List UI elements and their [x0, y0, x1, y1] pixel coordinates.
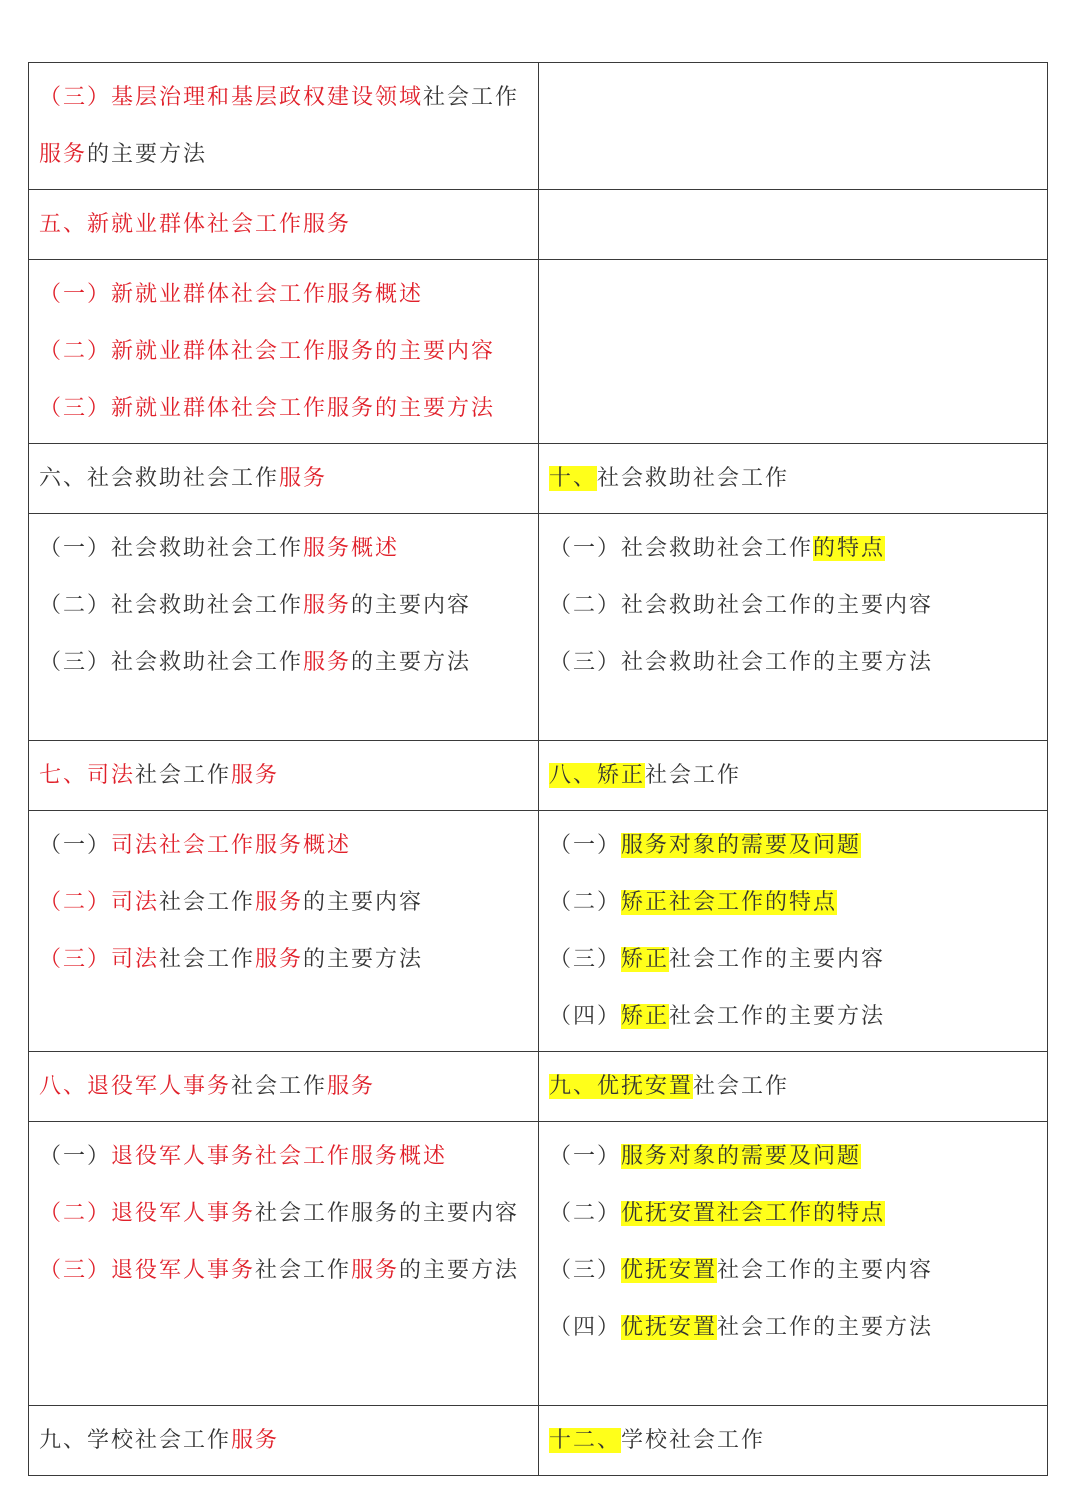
- red-text-segment: 服务: [303, 650, 352, 675]
- red-text-segment: 服务: [255, 890, 304, 915]
- cell-line: [549, 1299, 1037, 1356]
- text-segment: （二）: [549, 1201, 622, 1226]
- red-text-segment: 服务: [231, 763, 280, 788]
- text-segment: 社会救助社会工作: [597, 466, 790, 491]
- cell-line: [39, 323, 528, 380]
- table-row: [29, 514, 1048, 741]
- cell-line: [549, 931, 1037, 988]
- red-text-segment: 司法社会工作服务概述: [111, 833, 352, 858]
- text-segment: （三）社会救助社会工作: [39, 650, 304, 675]
- cell-line: [549, 634, 1037, 691]
- highlighted-text-segment: 矫正: [621, 1004, 670, 1029]
- highlighted-text-segment: 矫正: [621, 947, 670, 972]
- text-segment: （一）社会救助社会工作: [39, 536, 304, 561]
- left-cell: [29, 63, 539, 190]
- cell-line: [549, 1185, 1037, 1242]
- text-segment: 社会工作的主要方法: [717, 1315, 934, 1340]
- table-row: [29, 63, 1048, 190]
- text-segment: （三）: [549, 947, 622, 972]
- text-segment: 社会工作: [135, 763, 232, 788]
- right-cell: [539, 741, 1048, 811]
- cell-line: [549, 1058, 1037, 1115]
- table-row: [29, 811, 1048, 1052]
- text-segment: 社会工作: [645, 763, 742, 788]
- red-text-segment: 服务: [351, 1258, 400, 1283]
- left-cell: [29, 444, 539, 514]
- text-segment: 社会工作: [693, 1074, 790, 1099]
- red-text-segment: （一）新就业群体社会工作服务概述: [39, 282, 424, 307]
- text-segment: （三）社会救助社会工作的主要方法: [549, 650, 934, 675]
- red-text-segment: （三）新就业群体社会工作服务的主要方法: [39, 396, 496, 421]
- text-segment: 六、社会救助社会工作: [39, 466, 280, 491]
- red-text-segment: （二）退役军人事务: [39, 1201, 256, 1226]
- text-segment: （四）: [549, 1004, 622, 1029]
- red-text-segment: （三）司法: [39, 947, 160, 972]
- cell-line: [39, 520, 528, 577]
- text-segment: 的主要方法: [303, 947, 424, 972]
- text-segment: 的主要内容: [351, 593, 472, 618]
- table-row: [29, 444, 1048, 514]
- text-segment: （一）社会救助社会工作: [549, 536, 814, 561]
- text-segment: 九、学校社会工作: [39, 1428, 232, 1453]
- red-text-segment: （二）新就业群体社会工作服务的主要内容: [39, 339, 496, 364]
- right-cell: [539, 63, 1048, 190]
- cell-line: [39, 1128, 528, 1185]
- highlighted-text-segment: 服务对象的需要及问题: [621, 1144, 862, 1169]
- text-segment: 社会工作: [255, 1258, 352, 1283]
- left-cell: [29, 514, 539, 741]
- text-segment: 社会工作的主要内容: [669, 947, 886, 972]
- cell-line: [549, 450, 1037, 507]
- red-text-segment: 服务: [303, 593, 352, 618]
- right-cell: [539, 514, 1048, 741]
- table-body: [29, 63, 1048, 1476]
- cell-line: [549, 577, 1037, 634]
- cell-line: [39, 634, 528, 691]
- cell-line: [39, 266, 528, 323]
- table-row: [29, 741, 1048, 811]
- highlighted-text-segment: 服务对象的需要及问题: [621, 833, 862, 858]
- cell-line: [39, 450, 528, 507]
- text-segment: （二）社会救助社会工作的主要内容: [549, 593, 934, 618]
- text-segment: 的主要内容: [303, 890, 424, 915]
- highlighted-text-segment: 九、优抚安置: [549, 1074, 694, 1099]
- table-row: [29, 1052, 1048, 1122]
- left-cell: [29, 741, 539, 811]
- cell-line: [549, 1242, 1037, 1299]
- highlighted-text-segment: 优抚安置: [621, 1315, 718, 1340]
- table-row: [29, 260, 1048, 444]
- table-row: [29, 1122, 1048, 1406]
- red-text-segment: 服务: [279, 466, 328, 491]
- highlighted-text-segment: 八、矫正: [549, 763, 646, 788]
- cell-line: [39, 1185, 528, 1242]
- text-segment: （一）: [549, 833, 622, 858]
- text-segment: 的主要方法: [399, 1258, 520, 1283]
- red-text-segment: 服务: [39, 142, 88, 167]
- text-segment: 社会工作: [159, 947, 256, 972]
- cell-line: [549, 747, 1037, 804]
- text-segment: 社会工作: [423, 85, 520, 110]
- comparison-table: [28, 62, 1048, 1476]
- left-cell: [29, 260, 539, 444]
- text-segment: （二）社会救助社会工作: [39, 593, 304, 618]
- red-text-segment: （三）退役军人事务: [39, 1258, 256, 1283]
- red-text-segment: 服务概述: [303, 536, 400, 561]
- text-segment: （四）: [549, 1315, 622, 1340]
- red-text-segment: 退役军人事务社会工作服务概述: [111, 1144, 448, 1169]
- cell-line: [549, 520, 1037, 577]
- cell-line: [549, 988, 1037, 1045]
- red-text-segment: 八、退役军人事务: [39, 1074, 232, 1099]
- text-segment: 学校社会工作: [621, 1428, 766, 1453]
- highlighted-text-segment: 优抚安置社会工作的特点: [621, 1201, 886, 1226]
- left-cell: [29, 811, 539, 1052]
- right-cell: [539, 1122, 1048, 1406]
- highlighted-text-segment: 矫正社会工作的特点: [621, 890, 838, 915]
- text-segment: 社会工作: [159, 890, 256, 915]
- text-segment: 社会工作的主要内容: [717, 1258, 934, 1283]
- right-cell: [539, 1052, 1048, 1122]
- right-cell: [539, 260, 1048, 444]
- cell-line: [549, 874, 1037, 931]
- red-text-segment: 服务: [327, 1074, 376, 1099]
- left-cell: [29, 1122, 539, 1406]
- highlighted-text-segment: 的特点: [813, 536, 886, 561]
- cell-line: [549, 1412, 1037, 1469]
- cell-line: [39, 1242, 528, 1299]
- table-row: [29, 190, 1048, 260]
- right-cell: [539, 1406, 1048, 1476]
- left-cell: [29, 1052, 539, 1122]
- table-row: [29, 1406, 1048, 1476]
- cell-line: [39, 1412, 528, 1469]
- highlighted-text-segment: 优抚安置: [621, 1258, 718, 1283]
- text-segment: （一）: [549, 1144, 622, 1169]
- text-segment: 社会工作服务的主要内容: [255, 1201, 520, 1226]
- red-text-segment: （三）基层治理和基层政权建设领域: [39, 85, 424, 110]
- text-segment: （一）: [39, 1144, 112, 1169]
- red-text-segment: 服务: [231, 1428, 280, 1453]
- cell-line: [39, 380, 528, 437]
- highlighted-text-segment: 十二、: [549, 1428, 622, 1453]
- text-segment: （二）: [549, 890, 622, 915]
- text-segment: 的主要方法: [351, 650, 472, 675]
- cell-line: [549, 1128, 1037, 1185]
- cell-line: [549, 817, 1037, 874]
- cell-line: [39, 1058, 528, 1115]
- left-cell: [29, 190, 539, 260]
- cell-line: [39, 817, 528, 874]
- right-cell: [539, 444, 1048, 514]
- right-cell: [539, 811, 1048, 1052]
- text-segment: （一）: [39, 833, 112, 858]
- left-cell: [29, 1406, 539, 1476]
- cell-line: [39, 931, 528, 988]
- red-text-segment: 七、司法: [39, 763, 136, 788]
- text-segment: 社会工作的主要方法: [669, 1004, 886, 1029]
- red-text-segment: （二）司法: [39, 890, 160, 915]
- cell-line: [39, 747, 528, 804]
- cell-line: [39, 69, 528, 183]
- text-segment: （三）: [549, 1258, 622, 1283]
- right-cell: [539, 190, 1048, 260]
- cell-line: [39, 577, 528, 634]
- cell-line: [39, 874, 528, 931]
- red-text-segment: 五、新就业群体社会工作服务: [39, 212, 352, 237]
- red-text-segment: 服务: [255, 947, 304, 972]
- highlighted-text-segment: 十、: [549, 466, 598, 491]
- text-segment: 社会工作: [231, 1074, 328, 1099]
- cell-line: [39, 196, 528, 253]
- text-segment: 的主要方法: [87, 142, 208, 167]
